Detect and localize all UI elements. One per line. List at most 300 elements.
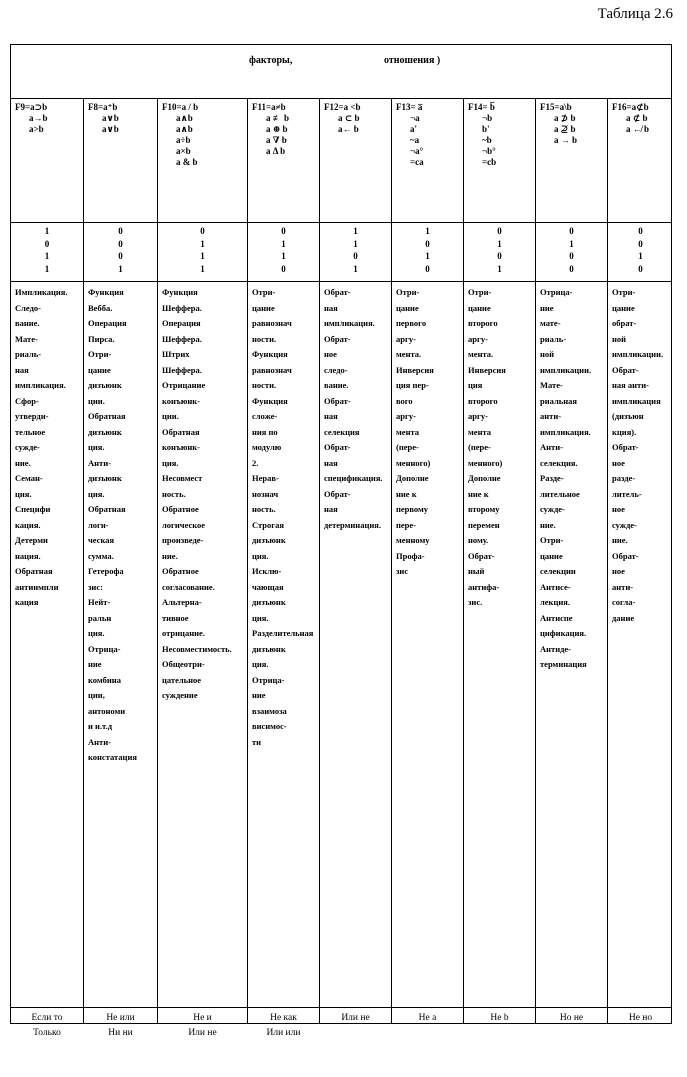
reading-cell [158, 1007, 247, 1077]
formula-cell [608, 99, 673, 222]
truth-value: 1 [281, 238, 286, 249]
description-line: Антисе- [540, 581, 571, 592]
description-line: литель- [612, 488, 642, 499]
description-line: ции. [88, 395, 105, 406]
reading-cell [536, 1007, 607, 1077]
description-line: кация [15, 597, 39, 607]
formula-cell [320, 99, 391, 222]
description-line: Отрица- [88, 643, 121, 654]
table-top-band [11, 45, 671, 99]
description-line: зис. [468, 597, 483, 607]
truth-value: 1 [638, 251, 643, 261]
truth-values-cell [536, 222, 607, 279]
truth-value: 0 [118, 238, 123, 249]
description-line: ция. [162, 457, 179, 468]
notation-line: a ⊄ b [626, 113, 648, 123]
notation-line: ¬a [410, 113, 420, 123]
notation-line: a ≢ b [266, 113, 290, 123]
description-line: зис: [88, 581, 103, 592]
description-line: ния по [252, 426, 278, 437]
truth-values-cell [392, 222, 463, 279]
description-line: Обратная [88, 411, 126, 421]
truth-value: 0 [638, 238, 643, 249]
description-line: ние к [396, 488, 417, 499]
truth-value: 1 [353, 226, 358, 236]
function-name: F14= b̅ [468, 102, 495, 112]
truth-value: 1 [44, 263, 50, 274]
description-line: антономи [88, 705, 126, 716]
truth-value: 0 [497, 226, 502, 236]
description-line: цание [612, 302, 635, 313]
description-line: дизъюнк [88, 426, 122, 437]
notation-line: a ⊂ b [338, 113, 360, 123]
description-line: Анти- [88, 457, 111, 468]
table-column-7 [463, 99, 535, 1023]
description-line: Обрат- [324, 333, 351, 344]
description-line: перемен [468, 519, 500, 530]
description-line: ции, [88, 690, 105, 700]
description-line: логи- [88, 519, 109, 530]
description-cell [392, 281, 463, 1005]
description-line: и и.т.д [88, 721, 113, 731]
function-name: F8=a⁺b [88, 102, 118, 112]
description-line: Анти- [540, 442, 563, 452]
description-line: селекция. [540, 457, 578, 468]
reading-line: Но не [559, 1013, 584, 1023]
description-line: комбина [88, 674, 121, 685]
description-line: ция. [252, 659, 269, 669]
description-line: риальная [540, 395, 577, 406]
description-line: Семан- [15, 473, 43, 483]
description-line: Штрих [162, 349, 190, 359]
description-line: ное [612, 457, 625, 468]
truth-value: 1 [425, 251, 430, 261]
description-line: ческая [88, 535, 115, 545]
description-line: риаль- [15, 349, 42, 359]
description-line: зис [396, 566, 409, 576]
truth-value: 0 [353, 251, 358, 261]
truth-values-cell [320, 222, 391, 279]
description-line: аргу- [468, 411, 488, 421]
truth-value: 1 [353, 238, 358, 249]
description-line: кация. [15, 519, 41, 530]
description-line: Отри- [252, 287, 276, 297]
description-line: согласование. [162, 581, 215, 592]
description-line: ная [324, 457, 338, 468]
truth-values-cell [158, 222, 247, 279]
description-line: Гетерофа [88, 566, 124, 576]
description-line: Операция [88, 318, 127, 328]
reading-line: Не как [270, 1013, 297, 1023]
description-line: ная [15, 364, 29, 375]
description-line: дизъюнк [88, 473, 122, 483]
notation-line: a ⊕ b [266, 124, 288, 134]
description-line: ной [612, 333, 627, 344]
description-line: Шеффера. [162, 333, 202, 344]
description-line: Отрица- [252, 674, 285, 685]
notation-line: ¬b° [482, 146, 496, 156]
description-line: ральн [88, 612, 112, 623]
description-line: Обрат- [324, 395, 351, 406]
notation-line: a ⊅ b [554, 113, 576, 123]
description-line: антифа- [468, 581, 500, 592]
notation-line: a ∇ b [266, 135, 287, 145]
description-line: сложе- [252, 411, 278, 421]
notation-line: ¬b [482, 113, 493, 123]
reading-cell [392, 1007, 463, 1077]
description-line: (дизъюн [612, 411, 644, 421]
truth-value: 1 [200, 238, 205, 249]
description-line: Разделительная [252, 628, 314, 638]
description-line: ная [324, 504, 338, 514]
notation-line: a← b [338, 124, 359, 134]
description-line: Дополне [468, 473, 501, 483]
description-line: обрат- [612, 318, 637, 328]
description-line: импликации. [540, 364, 592, 375]
reading-line: Или не [341, 1013, 370, 1023]
truth-value: 0 [638, 263, 643, 274]
description-line: тельное [15, 426, 46, 437]
notation-line: a → b [554, 135, 578, 145]
formula-cell [536, 99, 607, 222]
description-line: ция. [88, 488, 105, 499]
description-line: дизъюнк [252, 535, 286, 545]
description-line: логическое [162, 519, 206, 530]
function-name: F12=a <b [324, 102, 361, 112]
description-line: Отрицание [162, 380, 206, 390]
description-line: Профа- [396, 550, 425, 561]
truth-value: 0 [200, 226, 205, 236]
description-line: ция. [88, 628, 105, 638]
description-cell [320, 281, 391, 1005]
description-line: ное [612, 566, 625, 576]
description-line: менному [396, 535, 430, 545]
description-line: Функция [252, 349, 288, 359]
description-line: Обрат- [612, 550, 639, 561]
truth-value: 0 [118, 226, 123, 236]
description-line: Обрат- [612, 442, 639, 452]
description-line: цификация. [540, 628, 587, 638]
reading-cell [84, 1007, 157, 1077]
top-band-label-2: отношения ) [384, 55, 441, 66]
truth-value: 1 [497, 263, 502, 274]
reading-line: Не a [418, 1013, 437, 1023]
description-line: ция. [252, 612, 269, 623]
truth-value: 1 [353, 263, 358, 274]
description-cell [464, 281, 535, 1005]
description-line: Исклю- [252, 566, 282, 576]
description-line: спецификация. [324, 473, 383, 483]
description-line: ность. [162, 488, 186, 499]
description-line: ная [324, 411, 338, 421]
truth-value: 0 [425, 263, 430, 274]
description-line: (пере- [396, 442, 419, 452]
description-line: ние. [15, 457, 31, 468]
table-column-9 [607, 99, 673, 1023]
description-line: цание [396, 302, 419, 313]
description-line: нознач [252, 488, 279, 499]
description-line: дание [612, 612, 635, 623]
description-line: Отри- [540, 535, 564, 545]
function-name: F13= a̅ [396, 102, 423, 112]
reading-line: Только [33, 1028, 61, 1038]
description-line: висимос- [252, 721, 287, 731]
notation-line: ~a [410, 135, 420, 145]
description-line: сумма. [88, 550, 114, 561]
table-caption: Таблица 2.6 [597, 6, 673, 22]
reading-cell [248, 1007, 319, 1077]
description-line: аргу- [468, 333, 488, 344]
description-line: импликация. [324, 318, 375, 328]
description-line: ность. [252, 504, 276, 514]
description-line: импликации. [612, 349, 664, 359]
formula-cell [464, 99, 535, 222]
table-column-8 [535, 99, 607, 1023]
description-line: Функция [88, 287, 124, 297]
truth-value: 0 [569, 251, 574, 261]
description-line: анти- [540, 411, 562, 421]
description-line: цание [252, 302, 275, 313]
reading-cell [608, 1007, 673, 1077]
description-line: дизъюнк [252, 597, 286, 607]
description-line: Обратное [162, 504, 199, 514]
truth-value: 0 [569, 226, 574, 236]
truth-values-cell [11, 222, 83, 279]
formula-cell [392, 99, 463, 222]
description-line: мента [468, 426, 491, 437]
description-line: Функция [162, 287, 198, 297]
description-line: Операция [162, 318, 201, 328]
description-line: второму [468, 504, 500, 514]
description-line: нация. [15, 550, 41, 561]
description-line: мента [396, 426, 419, 437]
notation-line: a & b [176, 157, 198, 167]
table-column-3 [157, 99, 247, 1038]
description-line: Специфи [15, 504, 51, 514]
description-line: импликация. [15, 380, 66, 390]
truth-values-cell [248, 222, 319, 279]
description-line: сужде- [612, 519, 637, 530]
description-line: терминация [540, 659, 587, 669]
description-line: утверди- [15, 411, 49, 421]
description-line: менного) [396, 457, 431, 468]
description-line: разде- [612, 473, 636, 483]
description-line: ние к [468, 488, 489, 499]
description-line: цание [88, 364, 111, 375]
truth-values-cell [464, 222, 535, 279]
truth-value: 1 [118, 263, 123, 274]
reading-cell [320, 1007, 391, 1077]
description-line: 2. [252, 457, 259, 468]
description-line: аргу- [396, 333, 416, 344]
notation-line: a∨b [102, 113, 119, 123]
description-line: Мате- [540, 380, 563, 390]
description-line: Следо- [15, 302, 41, 313]
description-line: ция [468, 380, 483, 390]
description-line: вание. [15, 318, 40, 328]
description-line: ние. [612, 535, 628, 545]
notation-line: a ⊉ b [554, 124, 576, 134]
description-line: кция). [612, 426, 637, 437]
description-line: селекция [324, 426, 360, 437]
description-line: Обрат- [324, 287, 351, 297]
notation-line: b' [482, 124, 490, 134]
description-line: ное [612, 504, 625, 514]
description-line: (пере- [468, 442, 491, 452]
description-line: Отри- [612, 287, 636, 297]
description-line: конъюнк- [162, 442, 201, 452]
description-line: следо- [324, 364, 348, 375]
truth-value: 1 [281, 251, 286, 261]
description-line: Обрат- [324, 442, 351, 452]
notation-line: a' [410, 124, 418, 134]
description-line: ция. [252, 550, 269, 561]
description-line: ной [540, 349, 555, 359]
description-line: Мате- [15, 333, 38, 344]
description-line: модулю [252, 442, 282, 452]
description-line: ная [324, 302, 338, 313]
truth-values-cell [84, 222, 157, 279]
notation-line: a÷b [176, 135, 191, 145]
reading-line: Не но [628, 1013, 653, 1023]
description-line: Дополне [396, 473, 429, 483]
description-line: ция. [88, 442, 105, 452]
description-line: Обратное [162, 566, 199, 576]
truth-value: 0 [118, 251, 123, 261]
description-line: отрицание. [162, 628, 205, 638]
description-line: равнознач [252, 364, 292, 375]
notation-line: ~b [482, 135, 492, 145]
description-line: сужде- [15, 442, 40, 452]
reading-line: Не и [193, 1013, 212, 1023]
table-column-4 [247, 99, 319, 1038]
description-line: анти- [612, 581, 634, 592]
description-line: вого [396, 395, 413, 406]
truth-values-cell [608, 222, 673, 279]
formula-cell [84, 99, 157, 222]
description-line: дизъюнк [88, 380, 122, 390]
description-line: импликация [612, 395, 661, 406]
description-line: Обратная [162, 426, 200, 437]
description-line: цание [540, 550, 563, 561]
formula-cell [11, 99, 83, 222]
description-line: ный [468, 566, 485, 576]
description-line: суждение [162, 690, 198, 700]
description-cell [608, 281, 673, 1005]
description-line: Обратная [88, 504, 126, 514]
notation-line: a>b [29, 124, 44, 134]
description-line: Функция [252, 395, 288, 406]
description-line: взаимоза [252, 705, 287, 716]
description-line: конъюнк- [162, 395, 201, 406]
truth-value: 0 [425, 238, 430, 249]
notation-line: a∨b [102, 124, 119, 134]
top-band-label-1: факторы, [249, 55, 293, 66]
description-line: Нейт- [88, 597, 111, 607]
function-name: F11=a≠b [252, 102, 286, 112]
description-line: констатация [88, 752, 137, 762]
description-line: ности. [252, 380, 277, 390]
description-line: ти [252, 736, 262, 747]
reading-line: Или или [266, 1028, 301, 1038]
description-cell [158, 281, 247, 1005]
table-column-6 [391, 99, 463, 1023]
description-line: Обрат- [468, 550, 495, 561]
notation-line: a∧b [176, 113, 193, 123]
description-line: детерминация. [324, 519, 381, 530]
reading-line: Ни ни [108, 1028, 133, 1038]
description-line: лекция. [540, 597, 570, 607]
truth-value: 0 [497, 251, 502, 261]
description-cell [248, 281, 319, 1005]
notation-line: a∧b [176, 124, 193, 134]
reading-line: Или не [188, 1028, 217, 1038]
description-line: сужде- [540, 504, 565, 514]
notation-line: a Δ b [266, 146, 286, 156]
description-cell [84, 281, 157, 1005]
description-line: Строгая [252, 519, 284, 530]
truth-value: 1 [200, 263, 205, 274]
truth-value: 1 [44, 251, 50, 261]
function-name: F9=a⊃b [15, 102, 48, 112]
truth-value: 1 [200, 251, 205, 261]
description-line: Отри- [396, 287, 420, 297]
description-line: согла- [612, 597, 636, 607]
reading-cell [464, 1007, 535, 1077]
table-frame [10, 44, 672, 1038]
description-line: Несовместимость. [162, 643, 232, 654]
description-line: мента. [468, 349, 494, 359]
formula-cell [248, 99, 319, 222]
notation-line: a→b [29, 113, 48, 123]
description-cell [11, 281, 83, 1005]
description-line: первому [396, 504, 429, 514]
function-name: F15=a\b [540, 102, 572, 112]
description-line: ние. [540, 519, 556, 530]
reading-line: Не или [106, 1013, 135, 1023]
description-line: Вебба. [88, 302, 113, 313]
description-line: Обратная [15, 566, 53, 576]
description-line: второго [468, 395, 498, 406]
description-line: Разде- [540, 473, 564, 483]
description-line: Альтерна- [162, 597, 202, 607]
description-line: Отри- [88, 349, 112, 359]
notation-line: a×b [176, 146, 191, 156]
description-line: Импликация. [15, 287, 68, 297]
truth-value: 1 [497, 238, 502, 249]
description-line: ности. [252, 333, 277, 344]
notation-line: ¬a° [410, 146, 424, 156]
description-line: Антиспе [540, 612, 573, 623]
description-line: ции. [162, 411, 179, 421]
description-line: Общеотри- [162, 659, 205, 669]
description-line: менного) [468, 457, 503, 468]
description-line: первого [396, 318, 427, 328]
function-name: F16=a⊄b [612, 102, 649, 112]
description-line: Обрат- [612, 364, 639, 375]
table-column-5 [319, 99, 391, 1023]
description-line: второго [468, 318, 498, 328]
description-line: Шеффера. [162, 302, 202, 313]
reading-line: Не b [490, 1013, 509, 1023]
description-line: вание. [324, 380, 349, 390]
description-line: цательное [162, 674, 202, 685]
description-line: Отрица- [540, 287, 573, 297]
function-name: F10=a / b [162, 102, 199, 112]
truth-value: 0 [569, 263, 574, 274]
description-line: Нерав- [252, 473, 279, 483]
description-line: селекции [540, 566, 576, 576]
